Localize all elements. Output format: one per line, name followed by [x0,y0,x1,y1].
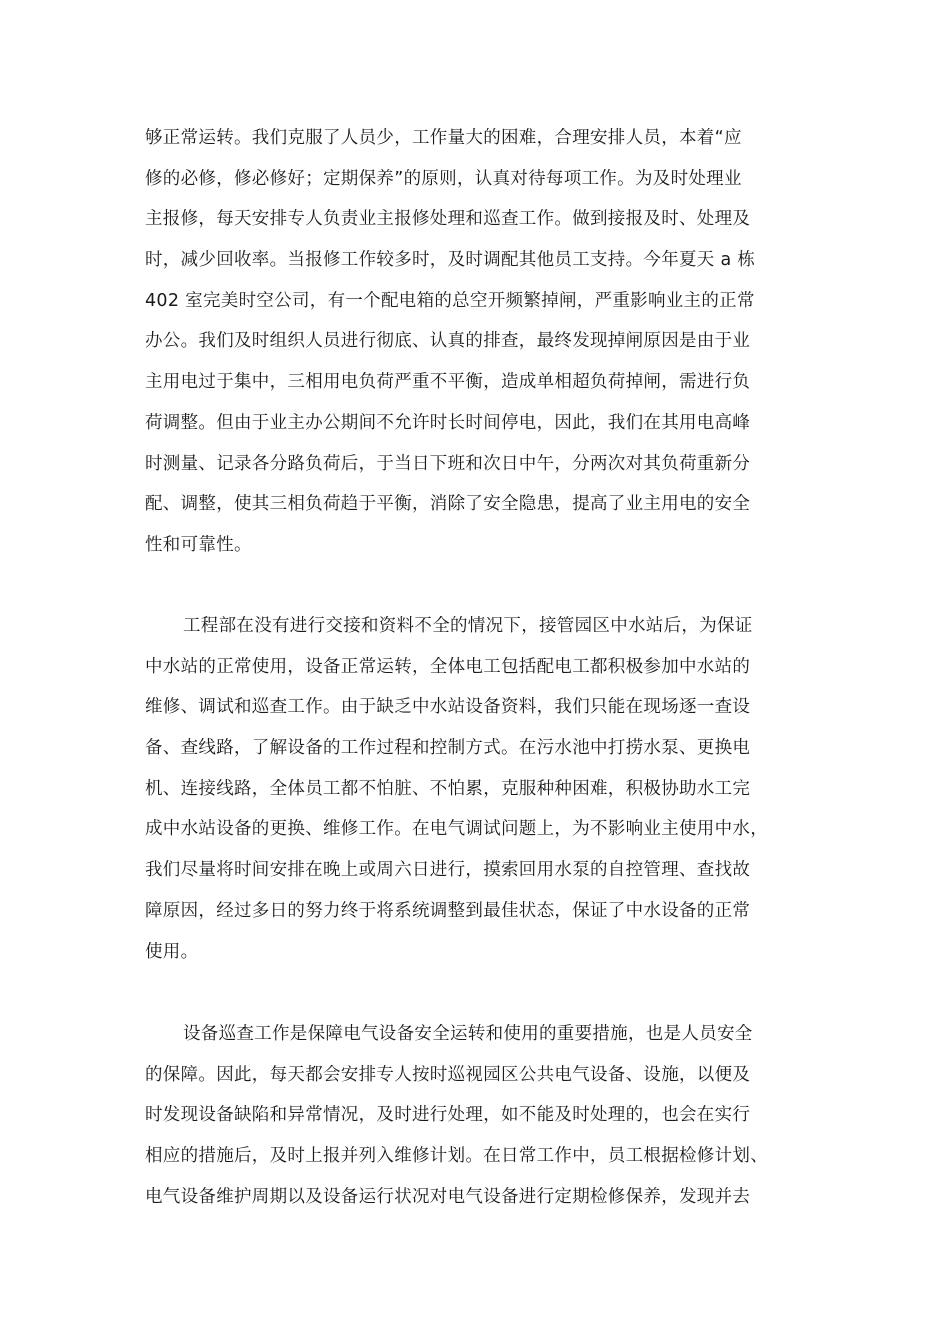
paragraph-line: 设备巡查工作是保障电气设备安全运转和使用的重要措施，也是人员安全 [183,1024,753,1044]
paragraph-line: 备、查线路，了解设备的工作过程和控制方式。在污水池中打捞水泵、更换电 [145,738,751,759]
paragraph-line: 成中水站设备的更换、维修工作。在电气调试问题上，为不影响业主使用中水， [145,819,768,840]
paragraph-line: 时测量、记录各分路负荷后，于当日下班和次日中午，分两次对其负荷重新分 [145,453,751,474]
paragraph-line: 障原因，经过多日的努力终于将系统调整到最佳状态，保证了中水设备的正常 [145,900,751,921]
paragraph-line: 我们尽量将时间安排在晚上或周六日进行，摸索回用水泵的自控管理、查找故 [145,860,751,881]
paragraph-line: 工程部在没有进行交接和资料不全的情况下，接管园区中水站后，为保证 [183,616,753,636]
paragraph-line: 相应的措施后，及时上报并列入维修计划。在日常工作中，员工根据检修计划、 [145,1146,768,1167]
paragraph-line: 402 室完美时空公司，有一个配电箱的总空开频繁掉闸，严重影响业主的正常 [145,290,755,311]
paragraph-line: 荷调整。但由于业主办公期间不允许时长时间停电，因此，我们在其用电高峰 [145,412,751,433]
paragraph-1 [145,118,809,566]
paragraph-line: 中水站的正常使用，设备正常运转，全体电工包括配电工都积极参加中水站的 [145,656,751,677]
paragraph-line: 性和可靠性。 [145,534,252,555]
paragraph-line: 主报修，每天安排专人负责业主报修处理和巡查工作。做到接报及时、处理及 [145,209,751,230]
paragraph-line: 维修、调试和巡查工作。由于缺乏中水站设备资料，我们只能在现场逐一查设 [145,697,751,718]
paragraph-line: 办公。我们及时组织人员进行彻底、认真的排查，最终发现掉闸原因是由于业 [145,331,751,352]
paragraph-line: 时，减少回收率。当报修工作较多时，及时调配其他员工支持。今年夏天 a 栋 [145,250,756,271]
paragraph-line: 电气设备维护周期以及设备运行状况对电气设备进行定期检修保养，发现并去 [145,1186,751,1207]
paragraph-line: 使用。 [145,941,199,962]
paragraph-line: 主用电过于集中，三相用电负荷严重不平衡，造成单相超负荷掉闸，需进行负 [145,372,751,393]
paragraph-line: 时发现设备缺陷和异常情况，及时进行处理，如不能及时处理的，也会在实行 [145,1105,751,1126]
paragraph-3 [145,1014,809,1217]
paragraph-line: 够正常运转。我们克服了人员少，工作量大的困难，合理安排人员，本着“应 [145,128,742,148]
paragraph-line: 机、连接线路，全体员工都不怕脏、不怕累，克服种种困难，积极协助水工完 [145,778,751,799]
paragraph-2 [145,606,809,972]
paragraph-line: 配、调整，使其三相负荷趋于平衡，消除了安全隐患，提高了业主用电的安全 [145,494,751,515]
paragraph-line: 的保障。因此，每天都会安排专人按时巡视园区公共电气设备、设施，以便及 [145,1064,751,1085]
paragraph-line: 修的必修，修必修好；定期保养”的原则，认真对待每项工作。为及时处理业 [145,168,742,189]
